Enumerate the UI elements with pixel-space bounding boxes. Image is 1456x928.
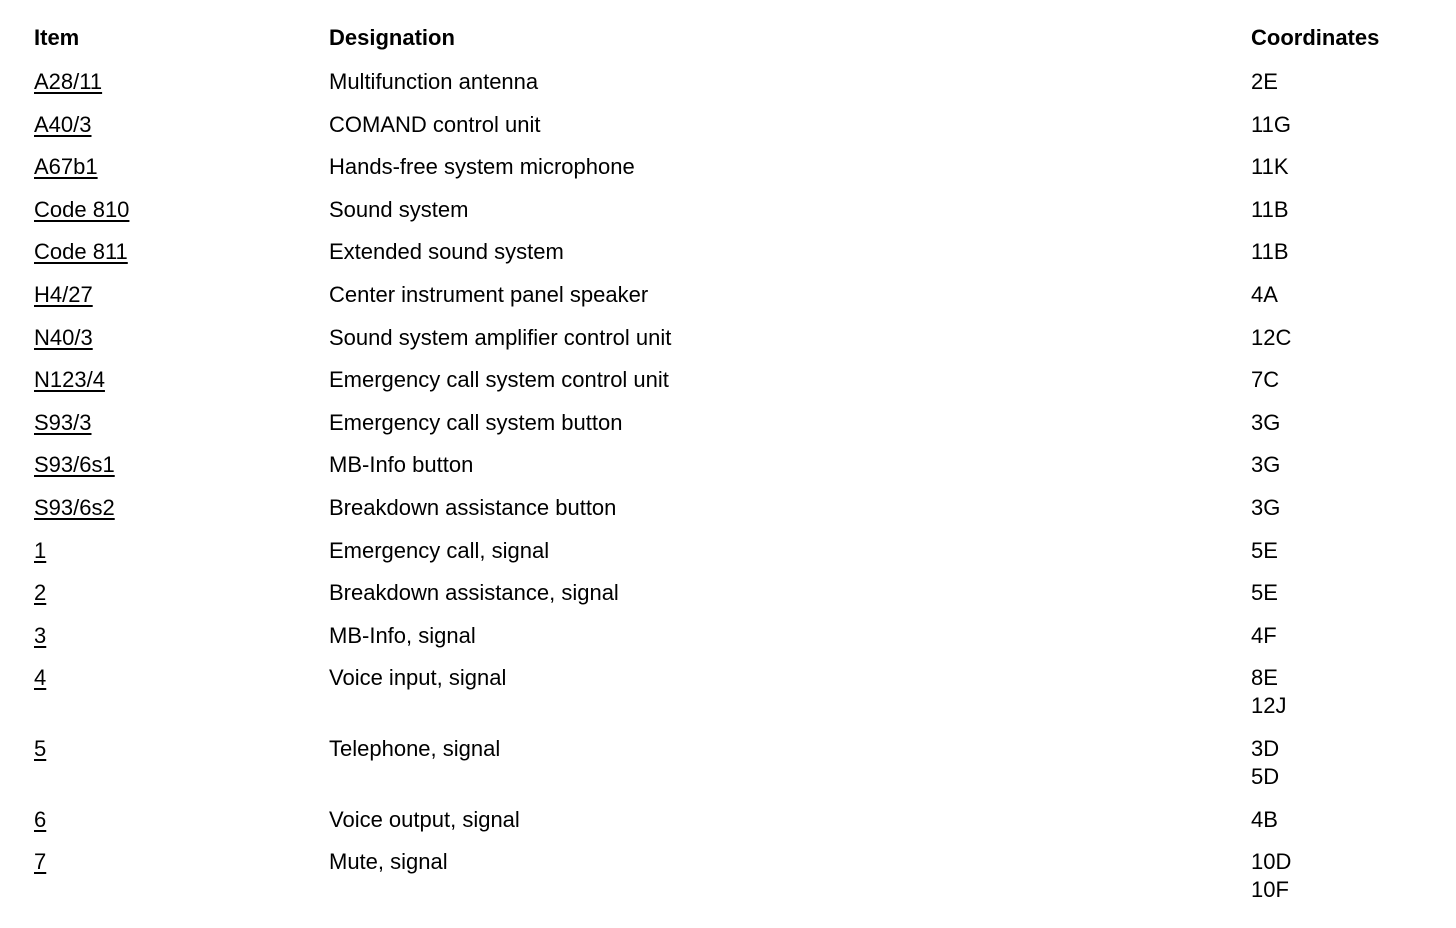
table-row bbox=[34, 848, 1434, 919]
coordinates-column-header: Coordinates bbox=[1251, 25, 1380, 50]
designation-cell: Mute, signal bbox=[329, 849, 448, 875]
coordinates-cell bbox=[1251, 324, 1431, 352]
table-row bbox=[34, 366, 1434, 409]
table-row bbox=[34, 579, 1434, 622]
coordinate-value: 4B bbox=[1251, 806, 1278, 832]
coordinates-cell bbox=[1251, 451, 1431, 479]
table-row bbox=[34, 111, 1434, 154]
table-row bbox=[34, 664, 1434, 735]
coordinates-cell bbox=[1251, 238, 1431, 266]
item-link[interactable]: S93/3 bbox=[34, 409, 92, 435]
coordinate-value: 4A bbox=[1251, 281, 1278, 307]
coordinate-value: 3G bbox=[1251, 409, 1281, 435]
table-row bbox=[34, 68, 1434, 111]
coordinate-value: 2E bbox=[1251, 69, 1278, 94]
item-cell bbox=[34, 622, 329, 650]
item-column-header: Item bbox=[34, 25, 80, 50]
coordinate-value: 11B bbox=[1251, 239, 1289, 265]
coordinate-value: 8E bbox=[1251, 665, 1278, 691]
coordinate-value: 10F bbox=[1251, 877, 1289, 903]
table-row bbox=[34, 153, 1434, 196]
item-link[interactable]: 1 bbox=[34, 537, 47, 563]
item-link[interactable]: 4 bbox=[34, 665, 47, 691]
coordinate-value: 11B bbox=[1251, 196, 1289, 222]
table-row bbox=[34, 409, 1434, 452]
item-link[interactable]: A40/3 bbox=[34, 111, 92, 137]
coordinate-value: 11G bbox=[1251, 111, 1291, 137]
coordinates-cell bbox=[1251, 848, 1431, 904]
designation-cell: MB-Info, signal bbox=[329, 622, 476, 648]
table-row bbox=[34, 806, 1434, 849]
coordinate-value: 4F bbox=[1251, 622, 1277, 648]
legend-table bbox=[34, 24, 1434, 919]
item-cell bbox=[34, 281, 329, 309]
table-row bbox=[34, 196, 1434, 239]
item-link[interactable]: Code 811 bbox=[34, 239, 128, 265]
designation-cell: Emergency call system control unit bbox=[329, 367, 669, 393]
designation-cell: Center instrument panel speaker bbox=[329, 281, 649, 307]
designation-cell: Breakdown assistance button bbox=[329, 494, 617, 520]
item-link[interactable]: A67b1 bbox=[34, 154, 98, 180]
coordinates-cell bbox=[1251, 494, 1431, 522]
item-link[interactable]: H4/27 bbox=[34, 281, 93, 307]
designation-cell: Voice output, signal bbox=[329, 806, 520, 832]
table-body bbox=[34, 68, 1434, 919]
designation-cell: COMAND control unit bbox=[329, 111, 541, 137]
designation-cell: Emergency call, signal bbox=[329, 537, 550, 563]
coordinate-value: 10D bbox=[1251, 849, 1292, 875]
coordinates-cell bbox=[1251, 366, 1431, 394]
table-row bbox=[34, 622, 1434, 665]
coordinates-cell bbox=[1251, 622, 1431, 650]
item-cell bbox=[34, 153, 329, 181]
item-cell bbox=[34, 806, 329, 834]
item-cell bbox=[34, 451, 329, 479]
designation-cell: Sound system amplifier control unit bbox=[329, 324, 672, 350]
coordinate-value: 3G bbox=[1251, 452, 1281, 478]
item-link[interactable]: 3 bbox=[34, 622, 47, 648]
designation-cell: Sound system bbox=[329, 196, 469, 222]
item-cell bbox=[34, 494, 329, 522]
coordinate-value: 12C bbox=[1251, 324, 1292, 350]
coordinate-value: 12J bbox=[1251, 693, 1287, 719]
item-link[interactable]: 7 bbox=[34, 849, 47, 875]
item-link[interactable]: N123/4 bbox=[34, 367, 105, 393]
item-cell bbox=[34, 366, 329, 394]
item-cell bbox=[34, 111, 329, 139]
item-link[interactable]: S93/6s2 bbox=[34, 494, 115, 520]
coordinates-cell bbox=[1251, 196, 1431, 224]
designation-cell: Emergency call system button bbox=[329, 409, 623, 435]
item-cell bbox=[34, 579, 329, 607]
coordinates-cell bbox=[1251, 281, 1431, 309]
item-link[interactable]: N40/3 bbox=[34, 324, 93, 350]
designation-cell: MB-Info button bbox=[329, 452, 474, 478]
item-cell bbox=[34, 664, 329, 692]
coordinates-cell bbox=[1251, 735, 1431, 791]
table-row bbox=[34, 494, 1434, 537]
item-link[interactable]: 2 bbox=[34, 580, 47, 606]
item-cell bbox=[34, 537, 329, 565]
item-link[interactable]: 6 bbox=[34, 806, 47, 832]
designation-cell: Telephone, signal bbox=[329, 735, 501, 761]
coordinates-cell bbox=[1251, 664, 1431, 720]
coordinate-value: 11K bbox=[1251, 154, 1289, 180]
coordinate-value: 5D bbox=[1251, 763, 1280, 789]
coordinates-cell bbox=[1251, 537, 1431, 565]
coordinate-value: 3G bbox=[1251, 494, 1281, 520]
item-cell bbox=[34, 238, 329, 266]
coordinates-cell bbox=[1251, 579, 1431, 607]
coordinate-value: 5E bbox=[1251, 580, 1278, 606]
designation-cell: Breakdown assistance, signal bbox=[329, 580, 619, 606]
table-row bbox=[34, 238, 1434, 281]
table-row bbox=[34, 537, 1434, 580]
designation-cell: Hands-free system microphone bbox=[329, 154, 635, 180]
designation-cell: Voice input, signal bbox=[329, 665, 507, 691]
coordinates-cell bbox=[1251, 153, 1431, 181]
item-link[interactable]: S93/6s1 bbox=[34, 452, 115, 478]
item-cell bbox=[34, 196, 329, 224]
item-link[interactable]: Code 810 bbox=[34, 196, 130, 222]
item-cell bbox=[34, 735, 329, 763]
item-link[interactable]: A28/11 bbox=[34, 69, 103, 94]
item-cell bbox=[34, 848, 329, 876]
coordinates-cell bbox=[1251, 409, 1431, 437]
coordinate-value: 5E bbox=[1251, 537, 1278, 563]
table-row bbox=[34, 324, 1434, 367]
designation-cell: Extended sound system bbox=[329, 239, 564, 265]
coordinate-value: 3D bbox=[1251, 735, 1280, 761]
header-row bbox=[34, 24, 1434, 68]
coordinate-value: 7C bbox=[1251, 367, 1280, 393]
item-cell bbox=[34, 409, 329, 437]
designation-column-header: Designation bbox=[329, 25, 455, 50]
table-row bbox=[34, 281, 1434, 324]
item-cell bbox=[34, 324, 329, 352]
item-link[interactable]: 5 bbox=[34, 735, 47, 761]
table-row bbox=[34, 735, 1434, 806]
coordinates-cell bbox=[1251, 68, 1431, 96]
coordinates-cell bbox=[1251, 111, 1431, 139]
table-row bbox=[34, 451, 1434, 494]
coordinates-cell bbox=[1251, 806, 1431, 834]
designation-cell: Multifunction antenna bbox=[329, 69, 539, 94]
item-cell bbox=[34, 68, 329, 96]
